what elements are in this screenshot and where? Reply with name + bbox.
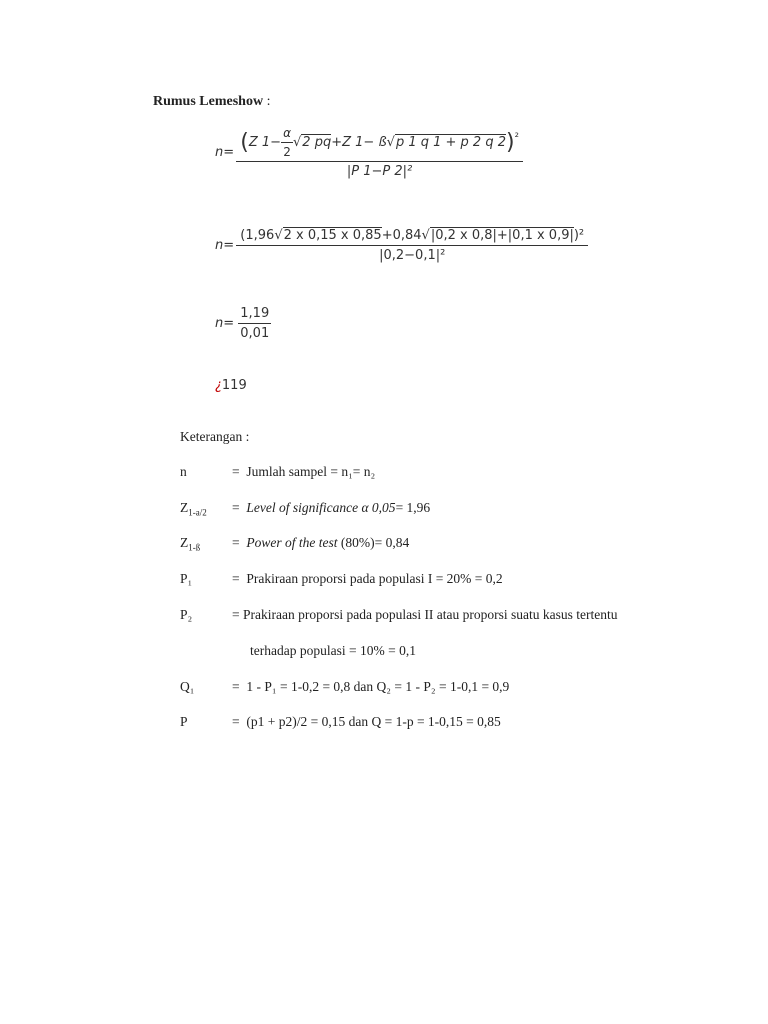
label-q1: Q₁ <box>180 679 195 694</box>
definition-p1: = Prakiraan proporsi pada populasi I = 20% = 0,2 <box>232 571 503 586</box>
definition-n: = Jumlah sampel = n₁= n₂ <box>232 464 376 479</box>
definition-p2: = Prakiraan proporsi pada populasi II atau proporsi suatu kasus tertentu <box>232 607 618 622</box>
formula-substitution: n= $\frac{\text{(1,96√2 x 0,15 x 0,85+0,84√|0,2 x 0,8|+|0,1 x 0,9|)²}}{\text{|0,2−0,1|²}}$ <box>215 228 586 263</box>
formula-lemeshow: n= (Z 1− $\frac{\alpha}{2}$ √2 pq+Z 1− ß√p 1 q 1 + p 2 q 2)$^{^2}$ |P 1−P 2|² <box>215 126 521 179</box>
label-z-alpha: $Z_{1-a/2}$ <box>180 500 207 518</box>
label-p1: P₁ <box>180 571 193 586</box>
definition-q1: = 1 - P₁ = 1-0,2 = 0,8 dan Q₂ = 1 - P₂ = 1-0,1 = 0,9 <box>232 679 510 694</box>
formula-result: ¿119 <box>215 378 247 393</box>
definition-p2-continued: terhadap populasi = 10% = 0,1 <box>250 643 416 658</box>
label-p2: P₂ <box>180 607 193 622</box>
definition-z-alpha: = Level of significance α 0,05= 1,96 <box>232 500 431 515</box>
label-p: P <box>180 714 188 729</box>
label-z-beta: $Z_{1-ß}$ <box>180 535 201 553</box>
keterangan-heading: Keterangan : <box>180 429 250 444</box>
definition-p: = (p1 + p2)/2 = 0,15 dan Q = 1-p = 1-0,15 = 0,85 <box>232 714 501 729</box>
definition-z-beta: = Power of the test (80%)= 0,84 <box>232 535 410 550</box>
formula-fraction: n= $\frac{1,19}{0,01}$ <box>215 306 270 341</box>
page-title: Rumus Lemeshow : <box>153 94 271 109</box>
label-n: n <box>180 464 187 479</box>
